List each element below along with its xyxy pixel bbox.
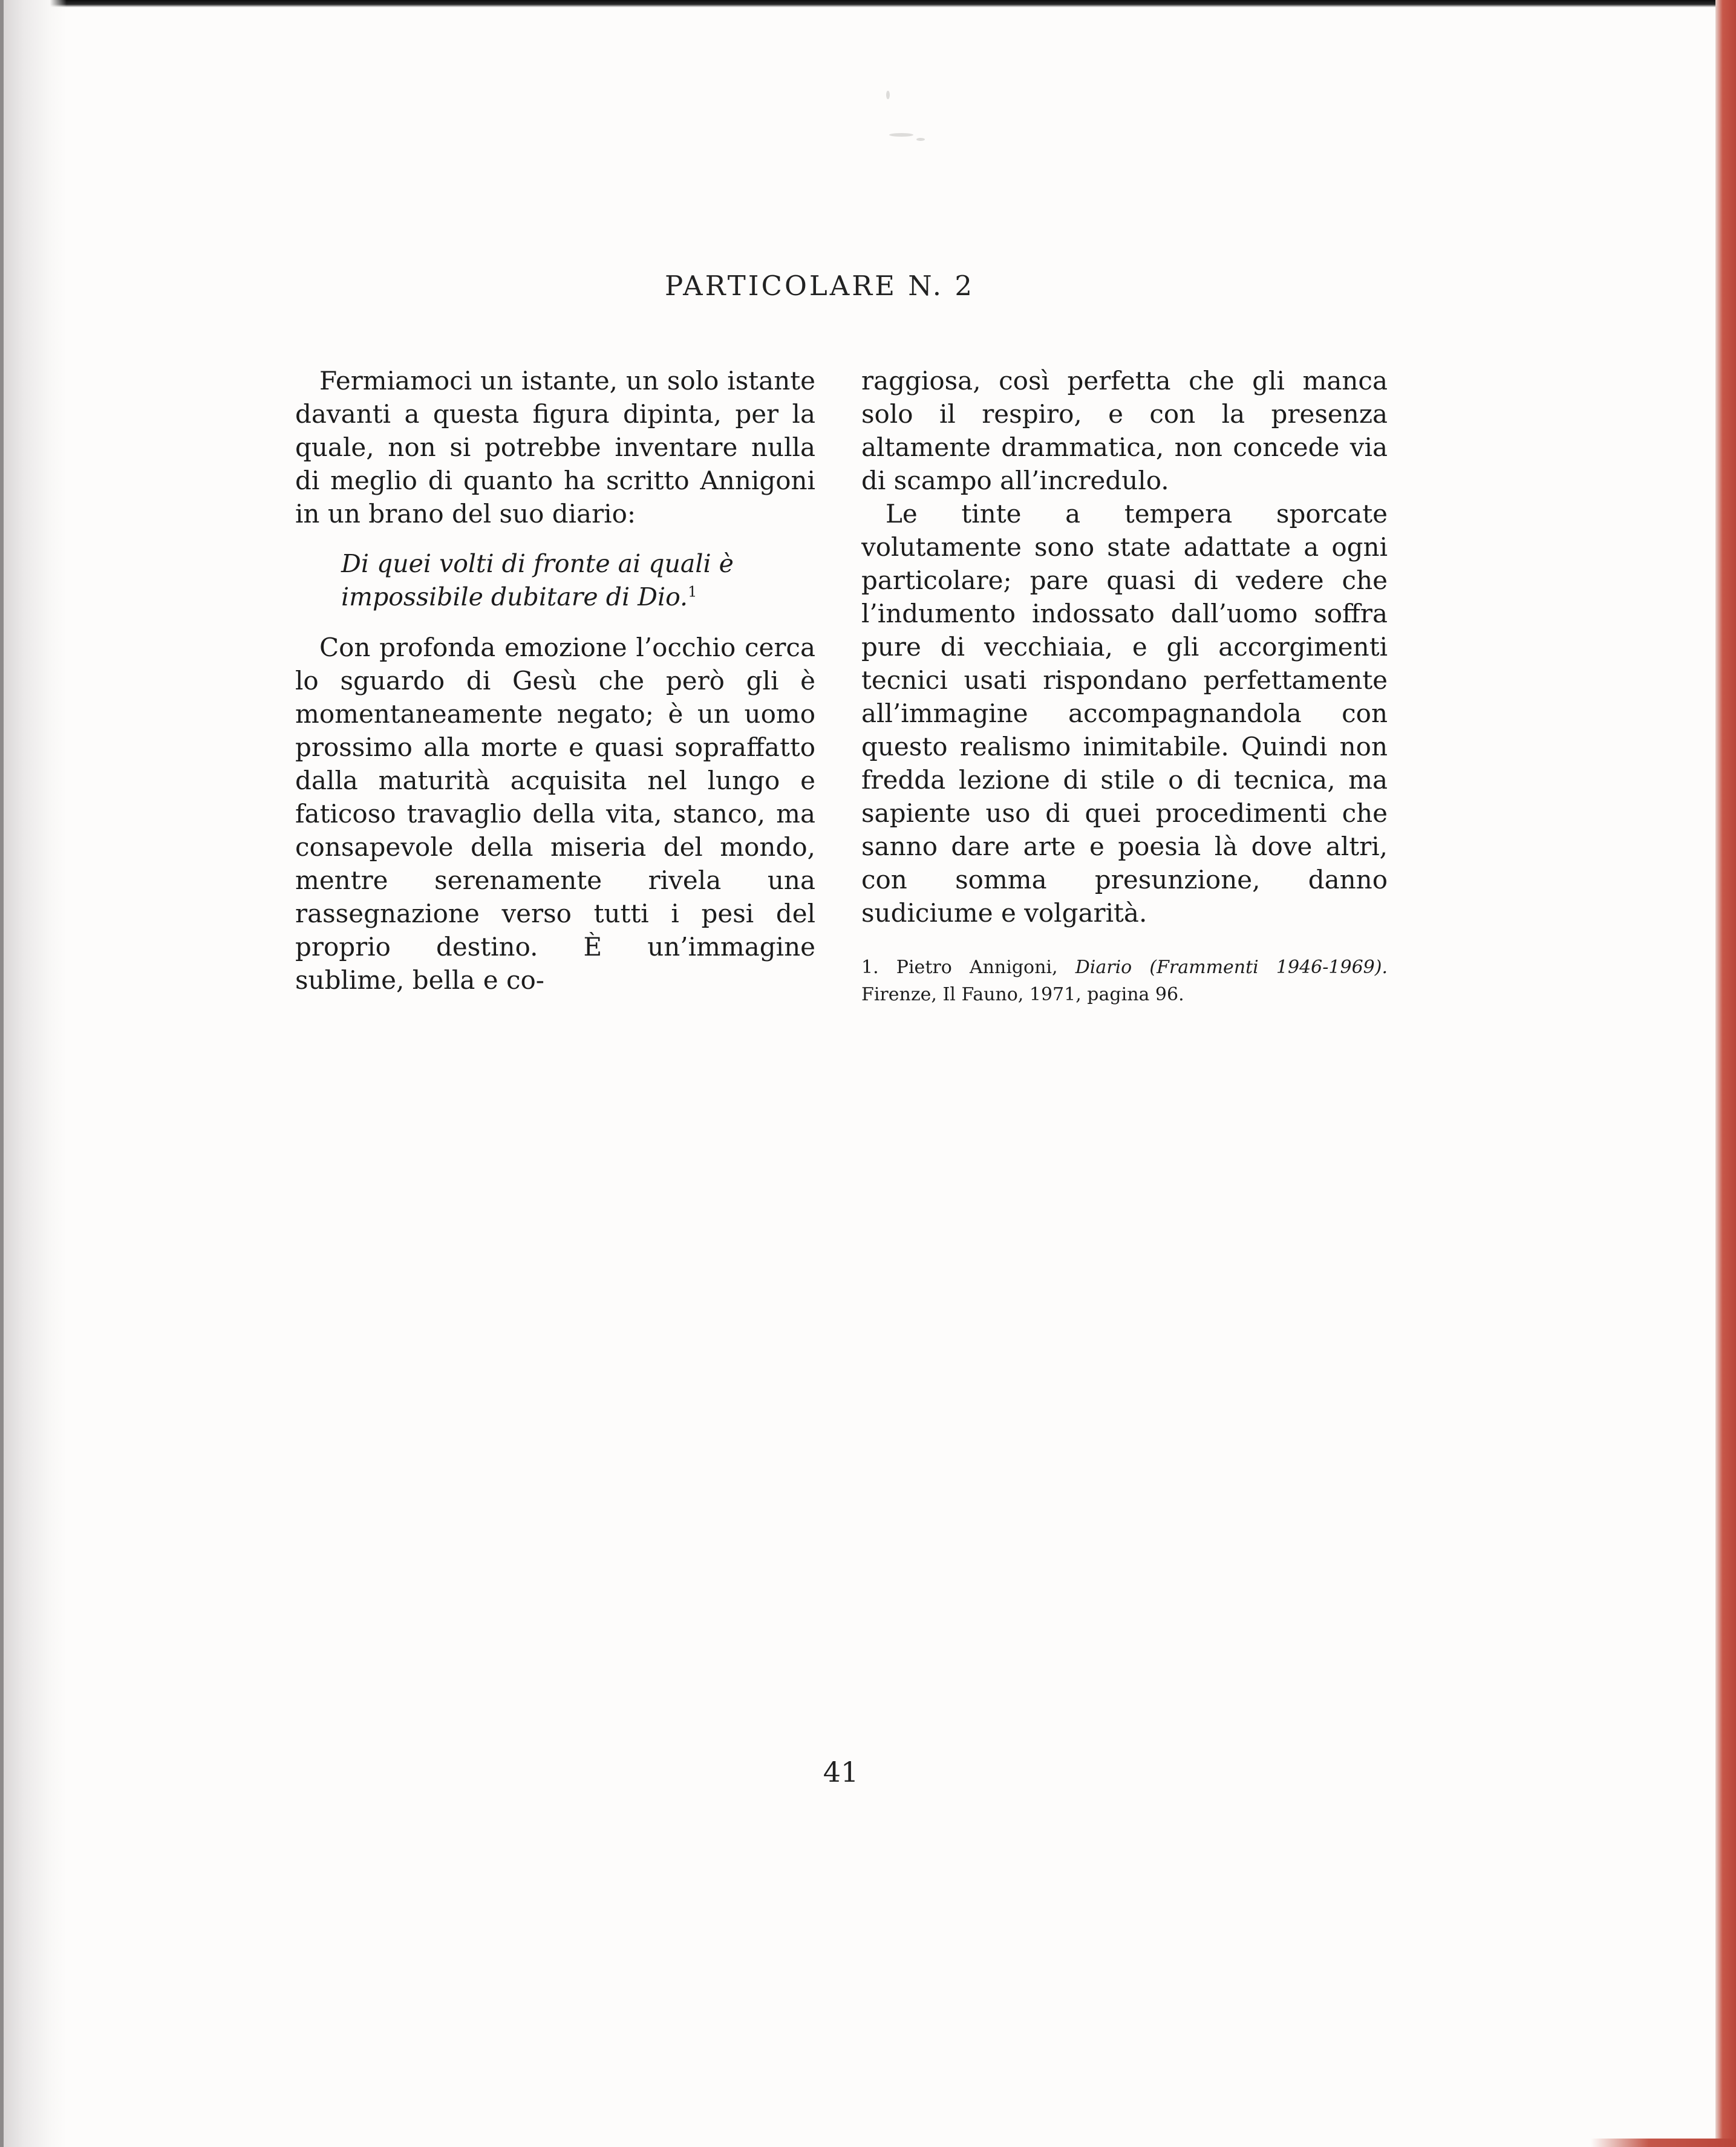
footnote-marker: 1 bbox=[688, 583, 697, 601]
scan-speck bbox=[916, 138, 925, 141]
paragraph: Le tinte a tempera sporcate volutamente sono state adattate a ogni particolare; pare quasi di vedere che l’indumento indossato dall’uomo soffra pure di vecchiaia, e gli accorgimenti tecnici usati rispondano perfettamente all’immagine accompagnandola con questo realismo inimitabile. Quindi non fredda lezione di stile o di tecnica, ma sapiente uso di quei procedimenti che sanno dare arte e poesia là dove altri, con somma presunzione, danno sudiciume e volgarità. bbox=[861, 499, 1388, 928]
footnote-author: Pietro Annigoni, bbox=[896, 957, 1058, 978]
paragraph: raggiosa, così perfetta che gli manca solo il respiro, e con la presenza altamente drammatica, non concede via di scampo all’incredulo. bbox=[861, 366, 1388, 495]
page-number: 41 bbox=[823, 1756, 859, 1788]
footnote-work-subtitle: (Frammenti 1946-1969). bbox=[1149, 957, 1388, 978]
top-edge-shadow bbox=[0, 0, 1736, 7]
paragraph: Fermiamoci un istante, un solo istante davanti a questa figura dipinta, per la quale, non si potrebbe inventare nulla di meglio di quanto ha scritto Annigoni in un brano del suo diario: bbox=[295, 366, 815, 529]
block-quote bbox=[341, 547, 815, 614]
footnote-work-title: Diario bbox=[1075, 957, 1132, 978]
footnote-publisher: Firenze, Il Fauno, 1971, pagina 96. bbox=[861, 984, 1184, 1005]
text-column-left bbox=[295, 364, 815, 997]
footnote-number: 1. bbox=[861, 957, 879, 978]
text-column-right bbox=[861, 364, 1388, 1008]
section-title: PARTICOLARE N. 2 bbox=[664, 270, 974, 302]
footnote bbox=[861, 954, 1388, 1008]
scan-speck bbox=[889, 133, 913, 137]
scan-speck bbox=[886, 91, 890, 99]
book-cover-edge-right bbox=[1715, 0, 1736, 2147]
book-cover-edge-bottom bbox=[1591, 2139, 1736, 2147]
paragraph: Con profonda emozione l’occhio cerca lo sguardo di Gesù che però gli è momentaneamente negato; è un uomo prossimo alla morte e quasi sopraffatto dalla maturità acquisita nel lungo e faticoso travaglio della vita, stanco, ma consapevole della miseria del mondo, mentre serenamente rivela una rassegnazione verso tutti i pesi del proprio destino. È un’immagine sublime, bella e co- bbox=[295, 633, 815, 995]
gutter-line bbox=[0, 0, 4, 2147]
gutter-shadow bbox=[0, 0, 67, 2147]
quote-text: Di quei volti di fronte ai quali è impossibile dubitare di Dio. bbox=[341, 549, 734, 611]
